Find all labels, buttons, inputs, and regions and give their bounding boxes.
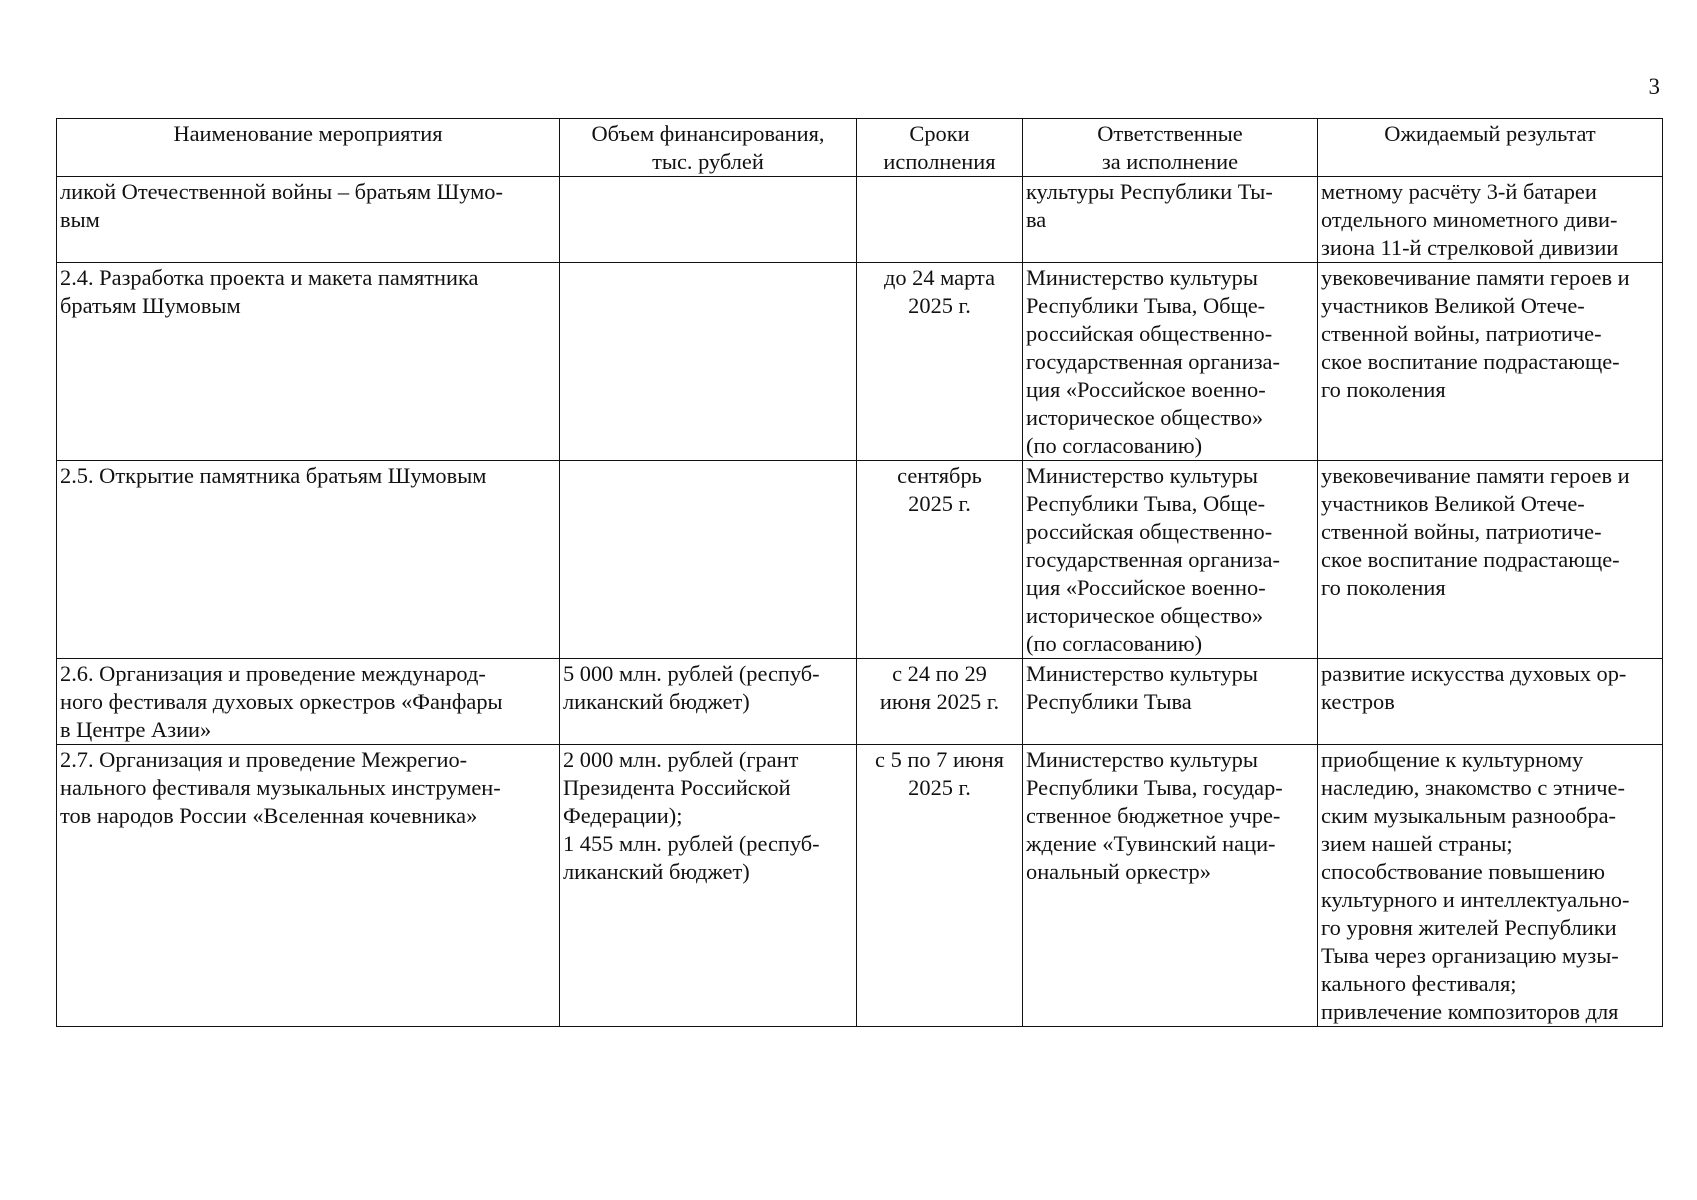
expected-result-cell: приобщение к культурному наследию, знакомство с этниче- ским музыкальным разнообра- зием нашей страны; способствование повышению культурного и интеллектуально- го уровня жителей Республики Тыва через организацию музы- кального фестиваля; привлечение композиторов для [1318, 745, 1663, 1027]
deadline-cell [857, 177, 1023, 263]
activities-table [56, 118, 1663, 1027]
expected-result-cell: увековечивание памяти героев и участников Великой Отече- ственной войны, патриотиче- ское воспитание подрастающе- го поколения [1318, 461, 1663, 659]
expected-result-cell: развитие искусства духовых ор- кестров [1318, 659, 1663, 745]
table-row [57, 745, 1663, 1027]
activity-name-cell: 2.5. Открытие памятника братьям Шумовым [57, 461, 560, 659]
deadline-cell: до 24 марта 2025 г. [857, 263, 1023, 461]
table-header-row [57, 119, 1663, 177]
deadline-cell: с 24 по 29 июня 2025 г. [857, 659, 1023, 745]
header-funding: Объем финансирования, тыс. рублей [560, 119, 857, 177]
funding-cell: 2 000 млн. рублей (грант Президента Российской Федерации); 1 455 млн. рублей (респуб- ликанский бюджет) [560, 745, 857, 1027]
funding-cell: 5 000 млн. рублей (респуб- ликанский бюджет) [560, 659, 857, 745]
table-row [57, 461, 1663, 659]
activity-name-cell: 2.6. Организация и проведение международ- ного фестиваля духовых оркестров «Фанфары в Центре Азии» [57, 659, 560, 745]
activity-name-cell: ликой Отечественной войны – братьям Шумо- вым [57, 177, 560, 263]
header-activity-name: Наименование мероприятия [57, 119, 560, 177]
funding-cell [560, 461, 857, 659]
responsible-cell: Министерство культуры Республики Тыва, государ- ственное бюджетное учре- ждение «Тувинский наци- ональный оркестр» [1023, 745, 1318, 1027]
deadline-cell: сентябрь 2025 г. [857, 461, 1023, 659]
responsible-cell: Министерство культуры Республики Тыва, Обще- российская общественно- государственная организа- ция «Российское военно- историческое общество» (по согласованию) [1023, 263, 1318, 461]
table-row [57, 263, 1663, 461]
expected-result-cell: метному расчёту 3-й батареи отдельного минометного диви- зиона 11-й стрелковой дивизии [1318, 177, 1663, 263]
header-expected-result: Ожидаемый результат [1318, 119, 1663, 177]
table-row [57, 659, 1663, 745]
table-row [57, 177, 1663, 263]
header-deadline: Сроки исполнения [857, 119, 1023, 177]
page-number: 3 [1648, 74, 1660, 99]
activity-name-cell: 2.4. Разработка проекта и макета памятника братьям Шумовым [57, 263, 560, 461]
funding-cell [560, 263, 857, 461]
expected-result-cell: увековечивание памяти героев и участников Великой Отече- ственной войны, патриотиче- ское воспитание подрастающе- го поколения [1318, 263, 1663, 461]
responsible-cell: Министерство культуры Республики Тыва, Обще- российская общественно- государственная организа- ция «Российское военно- историческое общество» (по согласованию) [1023, 461, 1318, 659]
deadline-cell: с 5 по 7 июня 2025 г. [857, 745, 1023, 1027]
header-responsible: Ответственные за исполнение [1023, 119, 1318, 177]
activity-name-cell: 2.7. Организация и проведение Межрегио- нального фестиваля музыкальных инструмен- тов народов России «Вселенная кочевника» [57, 745, 560, 1027]
responsible-cell: культуры Республики Ты- ва [1023, 177, 1318, 263]
funding-cell [560, 177, 857, 263]
responsible-cell: Министерство культуры Республики Тыва [1023, 659, 1318, 745]
